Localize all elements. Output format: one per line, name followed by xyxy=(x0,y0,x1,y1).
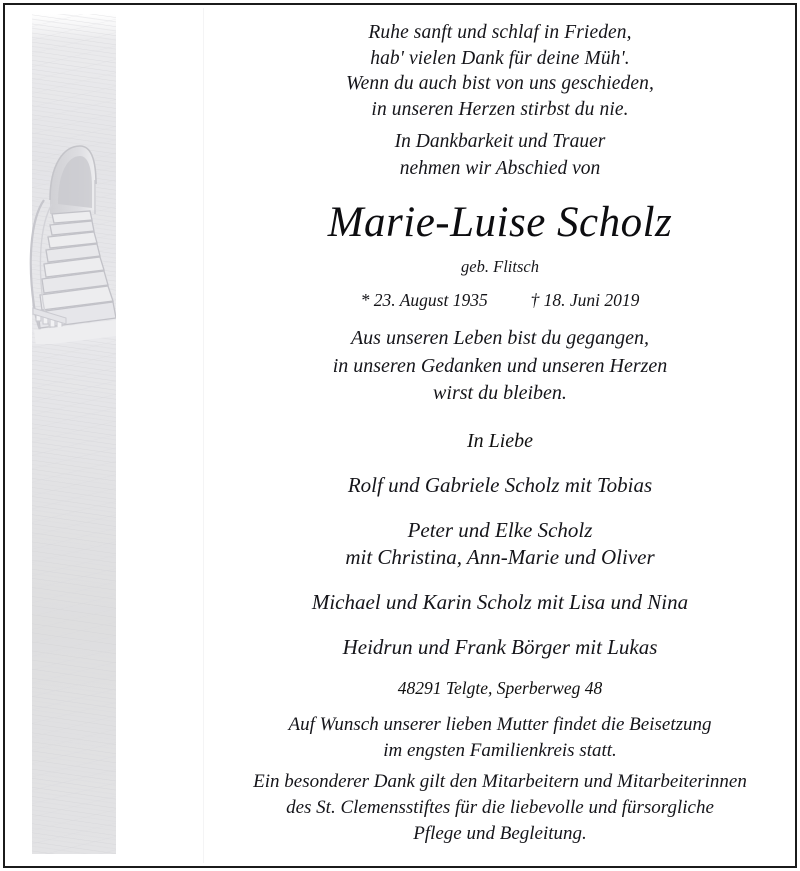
notice-text xyxy=(208,0,792,871)
poem-line: in unseren Herzen stirbst du nie. xyxy=(371,98,629,120)
family-line: Peter und Elke Scholz xyxy=(407,518,593,542)
opening-poem xyxy=(208,20,792,122)
mourners-heading: In Liebe xyxy=(466,430,534,452)
family-line: Michael und Karin Scholz mit Lisa und Nina xyxy=(311,590,689,614)
poem-line: Ruhe sanft und schlaf in Frieden, xyxy=(368,22,632,43)
family-line: mit Christina, Ann-Marie und Oliver xyxy=(345,545,655,569)
intro-line: nehmen wir Abschied von xyxy=(399,158,601,179)
poem-line: Wenn du auch bist von uns geschieden, xyxy=(346,73,654,94)
family-group xyxy=(208,472,792,499)
intro-line: In Dankbarkeit und Trauer xyxy=(394,131,606,152)
memorial-verse xyxy=(208,325,792,408)
family-group xyxy=(208,517,792,571)
death-date: † 18. Juni 2019 xyxy=(530,290,640,310)
poem-line: hab' vielen Dank für deine Müh'. xyxy=(370,47,630,69)
burial-note-line: im engsten Familienkreis statt. xyxy=(383,740,617,761)
thanks-note-line: Pflege und Begleitung. xyxy=(413,823,587,844)
deceased-block xyxy=(208,198,792,312)
maiden-name: geb. Flitsch xyxy=(461,257,539,276)
burial-note xyxy=(208,712,792,764)
verse-line: wirst du bleiben. xyxy=(433,382,567,404)
column-divider xyxy=(203,8,204,863)
address-line: 48291 Telgte, Sperberweg 48 xyxy=(397,678,603,698)
family-line: Rolf und Gabriele Scholz mit Tobias xyxy=(347,473,653,497)
family-line: Heidrun und Frank Börger mit Lukas xyxy=(342,635,658,659)
life-dates xyxy=(208,288,792,312)
mourners-block xyxy=(208,428,792,661)
stairs-to-archway-illustration xyxy=(28,14,116,854)
thanks-note-line: Ein besonderer Dank gilt den Mitarbeitern und Mitarbeiterinnen xyxy=(253,771,747,792)
thanks-note-line: des St. Clemensstiftes für die liebevolle und fürsorgliche xyxy=(286,797,714,818)
introduction-text xyxy=(208,128,792,182)
deceased-name: Marie-Luise Scholz xyxy=(327,199,673,246)
family-group xyxy=(208,634,792,661)
verse-line: in unseren Gedanken und unseren Herzen xyxy=(332,354,668,377)
thanks-note xyxy=(208,769,792,847)
family-group xyxy=(208,589,792,616)
birth-date: * 23. August 1935 xyxy=(360,290,488,310)
burial-note-line: Auf Wunsch unserer lieben Mutter findet die Beisetzung xyxy=(288,714,712,735)
verse-line: Aus unseren Leben bist du gegangen, xyxy=(350,327,650,349)
